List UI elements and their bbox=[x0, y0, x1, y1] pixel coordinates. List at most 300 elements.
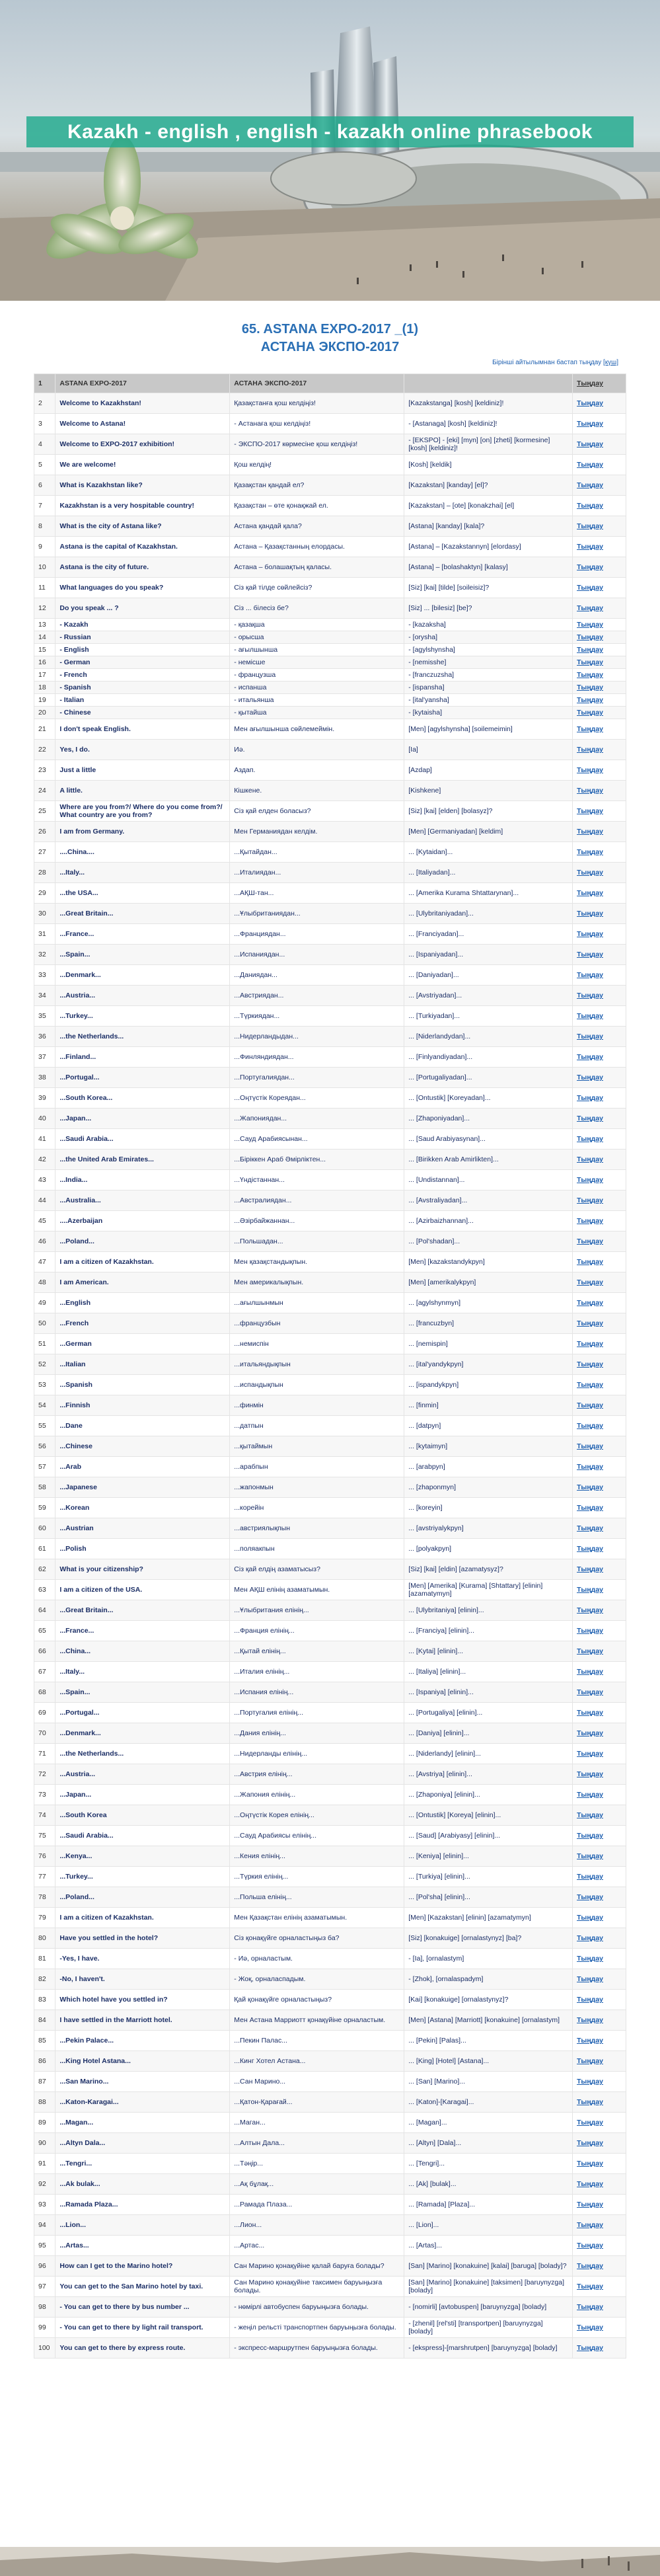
transliteration: ... [Portugaliyadan]... bbox=[404, 1068, 573, 1088]
row-number: 17 bbox=[34, 669, 55, 682]
listen-link[interactable]: Тыңдау bbox=[573, 1600, 626, 1621]
listen-link[interactable]: Тыңдау bbox=[573, 2195, 626, 2215]
listen-link[interactable]: Тыңдау bbox=[573, 2174, 626, 2195]
listen-link[interactable]: Тыңдау bbox=[573, 719, 626, 740]
transliteration: - [nomirli] [avtobuspen] [baruynyzga] [bolady] bbox=[404, 2297, 573, 2318]
listen-link[interactable]: Тыңдау bbox=[573, 1744, 626, 1764]
row-number: 72 bbox=[34, 1764, 55, 1785]
listen-link[interactable]: Тыңдау bbox=[573, 1477, 626, 1498]
row-number: 71 bbox=[34, 1744, 55, 1764]
table-row bbox=[34, 1498, 626, 1518]
listen-link[interactable]: Тыңдау bbox=[573, 1764, 626, 1785]
english-phrase: ...the Netherlands... bbox=[55, 1744, 230, 1764]
listen-link[interactable]: Тыңдау bbox=[573, 537, 626, 557]
english-phrase: What is Kazakhstan like? bbox=[55, 475, 230, 496]
listen-link[interactable]: Тыңдау bbox=[573, 393, 626, 414]
row-number: 58 bbox=[34, 1477, 55, 1498]
english-phrase: - Russian bbox=[55, 631, 230, 644]
table-row bbox=[34, 2215, 626, 2236]
transliteration: ... [Ontustik] [Koreya] [elinin]... bbox=[404, 1805, 573, 1826]
listen-link[interactable]: Тыңдау bbox=[573, 2318, 626, 2338]
english-phrase: ...Japanese bbox=[55, 1477, 230, 1498]
row-number: 2 bbox=[34, 393, 55, 414]
transliteration: - [ekspress]-[marshrutpen] [baruynyzga] [bolady] bbox=[404, 2338, 573, 2359]
transliteration: ... [Ramada] [Plaza]... bbox=[404, 2195, 573, 2215]
english-phrase: Which hotel have you settled in? bbox=[55, 1990, 230, 2010]
row-number: 26 bbox=[34, 822, 55, 842]
transliteration: - [kytaisha] bbox=[404, 707, 573, 719]
table-row bbox=[34, 822, 626, 842]
listen-link[interactable]: Тыңдау bbox=[573, 414, 626, 434]
row-number: 48 bbox=[34, 1272, 55, 1293]
listen-link[interactable]: Тыңдау bbox=[573, 1088, 626, 1109]
page-subtitle: АСТАНА ЭКСПО-2017 bbox=[260, 340, 400, 354]
listen-link[interactable]: Тыңдау bbox=[573, 1785, 626, 1805]
transliteration: ... [Saud] [Arabiyasy] [elinin]... bbox=[404, 1826, 573, 1846]
listen-link[interactable]: Тыңдау bbox=[573, 2051, 626, 2072]
listen-link[interactable]: Тыңдау bbox=[573, 1068, 626, 1088]
transliteration: [Kazakstanga] [kosh] [keldiniz]! bbox=[404, 393, 573, 414]
listen-link[interactable]: Тыңдау bbox=[573, 1416, 626, 1436]
transliteration: ... [Ispaniyadan]... bbox=[404, 945, 573, 965]
listen-link[interactable]: Тыңдау bbox=[573, 1928, 626, 1949]
transliteration: ... [Daniya] [elinin]... bbox=[404, 1723, 573, 1744]
listen-link[interactable]: Тыңдау bbox=[573, 1027, 626, 1047]
table-row bbox=[34, 2092, 626, 2113]
listen-link[interactable]: Тыңдау bbox=[573, 1170, 626, 1190]
listen-link[interactable]: Тыңдау bbox=[573, 1150, 626, 1170]
table-row bbox=[34, 1047, 626, 1068]
english-phrase: ...South Korea bbox=[55, 1805, 230, 1826]
listen-link[interactable]: Тыңдау bbox=[573, 863, 626, 883]
english-phrase: ...Great Britain... bbox=[55, 1600, 230, 1621]
kazakh-phrase: Сіз қонақүйге орналастыңыз ба? bbox=[230, 1928, 404, 1949]
transliteration: ... [ispandykpyn] bbox=[404, 1375, 573, 1395]
listen-link[interactable]: Тыңдау bbox=[573, 682, 626, 694]
listen-link[interactable]: Тыңдау bbox=[573, 1867, 626, 1887]
listen-link[interactable]: Тыңдау bbox=[573, 1252, 626, 1272]
kazakh-phrase: ...қытаймын bbox=[230, 1436, 404, 1457]
transliteration: ... [Franciyadan]... bbox=[404, 924, 573, 945]
kazakh-phrase: ...Ұлыбританиядан... bbox=[230, 904, 404, 924]
listen-link[interactable]: Тыңдау bbox=[573, 631, 626, 644]
table-row bbox=[34, 1457, 626, 1477]
table-row bbox=[34, 1703, 626, 1723]
listen-link[interactable]: Тыңдау bbox=[573, 2010, 626, 2031]
listen-link[interactable]: Тыңдау bbox=[573, 1723, 626, 1744]
listen-link[interactable]: Тыңдау bbox=[573, 1395, 626, 1416]
row-number: 66 bbox=[34, 1641, 55, 1662]
listen-link[interactable]: Тыңдау bbox=[573, 434, 626, 455]
listen-link[interactable]: Тыңдау bbox=[573, 1211, 626, 1231]
table-row bbox=[34, 1068, 626, 1088]
row-number: 23 bbox=[34, 760, 55, 781]
row-number: 19 bbox=[34, 694, 55, 707]
table-row bbox=[34, 1928, 626, 1949]
english-phrase: Welcome to EXPO-2017 exhibition! bbox=[55, 434, 230, 455]
listen-link[interactable]: Тыңдау bbox=[573, 1641, 626, 1662]
table-row bbox=[34, 682, 626, 694]
listen-link[interactable]: Тыңдау bbox=[573, 619, 626, 631]
transliteration: [San] [Marino] [konakuine] [taksimen] [baruynyzga] [bolady] bbox=[404, 2277, 573, 2297]
listen-link[interactable]: Тыңдау bbox=[573, 1354, 626, 1375]
table-row bbox=[34, 1662, 626, 1682]
listen-link[interactable]: Тыңдау bbox=[573, 707, 626, 719]
kazakh-phrase: ...Жапониядан... bbox=[230, 1109, 404, 1129]
listen-link[interactable]: Тыңдау bbox=[573, 1621, 626, 1641]
table-row bbox=[34, 656, 626, 669]
kazakh-phrase: - Иә, орналастым. bbox=[230, 1949, 404, 1969]
table-row bbox=[34, 781, 626, 801]
transliteration: [Kai] [konakuige] [ornalastynyz]? bbox=[404, 1990, 573, 2010]
english-phrase: ...Artas... bbox=[55, 2236, 230, 2256]
transliteration: [Astana] – [Kazakstannyn] [elordasy] bbox=[404, 537, 573, 557]
kazakh-phrase: Қай қонақүйге орналастыңыз? bbox=[230, 1990, 404, 2010]
listen-link[interactable]: Тыңдау bbox=[573, 2113, 626, 2133]
kazakh-phrase: ...испандықпын bbox=[230, 1375, 404, 1395]
listen-link[interactable]: Тыңдау bbox=[573, 1293, 626, 1313]
listen-link[interactable]: Тыңдау bbox=[573, 1559, 626, 1580]
kazakh-phrase: ...Франциядан... bbox=[230, 924, 404, 945]
kazakh-phrase: - қытайша bbox=[230, 707, 404, 719]
table-row bbox=[34, 1477, 626, 1498]
kazakh-phrase: Мен Қазақстан елінің азаматымын. bbox=[230, 1908, 404, 1928]
kazakh-phrase: ...датпын bbox=[230, 1416, 404, 1436]
listen-link[interactable]: Тыңдау bbox=[573, 1703, 626, 1723]
transliteration: - [Ia], [ornalastym] bbox=[404, 1949, 573, 1969]
listen-link[interactable]: Тыңдау bbox=[573, 740, 626, 760]
transliteration: ... [Avstriya] [elinin]... bbox=[404, 1764, 573, 1785]
kazakh-phrase: ...Ұлыбритания елінің... bbox=[230, 1600, 404, 1621]
listen-link[interactable]: Тыңдау bbox=[573, 1969, 626, 1990]
listen-link[interactable]: Тыңдау bbox=[573, 1190, 626, 1211]
listen-link[interactable]: Тыңдау bbox=[573, 1518, 626, 1539]
table-row bbox=[34, 2133, 626, 2154]
row-number: 94 bbox=[34, 2215, 55, 2236]
row-number: 93 bbox=[34, 2195, 55, 2215]
kazakh-phrase: ...Португалиядан... bbox=[230, 1068, 404, 1088]
listen-link[interactable]: Тыңдау bbox=[573, 578, 626, 598]
listen-link[interactable]: Тыңдау bbox=[573, 1826, 626, 1846]
table-row bbox=[34, 1006, 626, 1027]
transliteration: ... [Altyn] [Dala]... bbox=[404, 2133, 573, 2154]
kazakh-phrase: - қазақша bbox=[230, 619, 404, 631]
listen-link[interactable]: Тыңдау bbox=[573, 1662, 626, 1682]
kazakh-phrase: Сіз қай тілде сөйлейсіз? bbox=[230, 578, 404, 598]
row-number: 64 bbox=[34, 1600, 55, 1621]
table-row bbox=[34, 434, 626, 455]
english-phrase: What is your citizenship? bbox=[55, 1559, 230, 1580]
english-phrase: ...India... bbox=[55, 1170, 230, 1190]
listen-link[interactable]: Тыңдау bbox=[573, 1846, 626, 1867]
row-number: 9 bbox=[34, 537, 55, 557]
listen-link[interactable]: Тыңдау bbox=[573, 644, 626, 656]
table-row bbox=[34, 2256, 626, 2277]
transliteration: ... [Zhaponiya] [elinin]... bbox=[404, 1785, 573, 1805]
row-number: 80 bbox=[34, 1928, 55, 1949]
kazakh-phrase: Мен ағылшынша сөйлемеймін. bbox=[230, 719, 404, 740]
english-phrase: ....China.... bbox=[55, 842, 230, 863]
listen-link[interactable]: Тыңдау bbox=[573, 2154, 626, 2174]
listen-link[interactable]: Тыңдау bbox=[573, 2092, 626, 2113]
listen-link[interactable]: Тыңдау bbox=[573, 924, 626, 945]
row-number: 90 bbox=[34, 2133, 55, 2154]
row-number: 28 bbox=[34, 863, 55, 883]
english-phrase: ...South Korea... bbox=[55, 1088, 230, 1109]
table-row bbox=[34, 1682, 626, 1703]
table-row bbox=[34, 619, 626, 631]
row-number: 67 bbox=[34, 1662, 55, 1682]
listen-link[interactable]: Тыңдау bbox=[573, 945, 626, 965]
english-phrase: ...China... bbox=[55, 1641, 230, 1662]
kazakh-phrase: ...Кения елінің... bbox=[230, 1846, 404, 1867]
transliteration: [Men] [agylshynsha] [soilemeimin] bbox=[404, 719, 573, 740]
english-phrase: Do you speak ... ? bbox=[55, 598, 230, 619]
listen-all-link[interactable]: [күш] bbox=[603, 359, 618, 366]
row-number: 12 bbox=[34, 598, 55, 619]
row-number: 92 bbox=[34, 2174, 55, 2195]
listen-link[interactable]: Тыңдау bbox=[573, 2277, 626, 2297]
english-phrase: - Italian bbox=[55, 694, 230, 707]
kazakh-phrase: ...корейін bbox=[230, 1498, 404, 1518]
table-row bbox=[34, 1109, 626, 1129]
listen-link[interactable]: Тыңдау bbox=[573, 1334, 626, 1354]
site-title: Kazakh - english , english - kazakh online phrasebook bbox=[67, 120, 593, 143]
english-phrase: ...Spanish bbox=[55, 1375, 230, 1395]
transliteration: ... [polyakpyn] bbox=[404, 1539, 573, 1559]
table-row bbox=[34, 1949, 626, 1969]
transliteration: ... [Ak] [bulak]... bbox=[404, 2174, 573, 2195]
transliteration: - [orysha] bbox=[404, 631, 573, 644]
kazakh-phrase: ...Қатон-Қарағай... bbox=[230, 2092, 404, 2113]
table-row bbox=[34, 1846, 626, 1867]
listen-link[interactable]: Тыңдау bbox=[573, 1498, 626, 1518]
table-row bbox=[34, 631, 626, 644]
transliteration: [Men] [Germaniyadan] [keldim] bbox=[404, 822, 573, 842]
listen-link[interactable]: Тыңдау bbox=[573, 801, 626, 822]
kazakh-phrase: ...Австрия елінің... bbox=[230, 1764, 404, 1785]
transliteration: ... [avstriyalykpyn] bbox=[404, 1518, 573, 1539]
listen-link[interactable]: Тыңдау bbox=[573, 496, 626, 516]
kazakh-phrase: ...Үндістаннан... bbox=[230, 1170, 404, 1190]
listen-link[interactable]: Тыңдау bbox=[573, 669, 626, 682]
transliteration: ... [Finlyandiyadan]... bbox=[404, 1047, 573, 1068]
table-row bbox=[34, 2051, 626, 2072]
listen-link[interactable]: Тыңдау bbox=[573, 1436, 626, 1457]
english-phrase: What is the city of Astana like? bbox=[55, 516, 230, 537]
listen-link[interactable]: Тыңдау bbox=[573, 986, 626, 1006]
listen-link[interactable]: Тыңдау bbox=[573, 2338, 626, 2359]
table-row bbox=[34, 1375, 626, 1395]
listen-link[interactable]: Тыңдау bbox=[573, 1887, 626, 1908]
listen-link[interactable]: Тыңдау bbox=[573, 1129, 626, 1150]
english-phrase: ...Italian bbox=[55, 1354, 230, 1375]
listen-link[interactable]: Тыңдау bbox=[573, 475, 626, 496]
listen-link[interactable]: Тыңдау bbox=[573, 598, 626, 619]
transliteration: [Men] [Amerika] [Kurama] [Shtattary] [elinin] [azamatymyn] bbox=[404, 1580, 573, 1600]
row-number: 3 bbox=[34, 414, 55, 434]
english-phrase: ...Saudi Arabia... bbox=[55, 1129, 230, 1150]
row-number: 82 bbox=[34, 1969, 55, 1990]
kazakh-phrase: ...австриялықпын bbox=[230, 1518, 404, 1539]
transliteration: [Siz] ... [bilesiz] [be]? bbox=[404, 598, 573, 619]
listen-link[interactable]: Тыңдау bbox=[573, 694, 626, 707]
header-illustration bbox=[0, 0, 660, 301]
listen-link[interactable]: Тыңдау bbox=[573, 2031, 626, 2051]
listen-link[interactable]: Тыңдау bbox=[573, 2236, 626, 2256]
row-number: 83 bbox=[34, 1990, 55, 2010]
kazakh-phrase: Кішкене. bbox=[230, 781, 404, 801]
row-number: 42 bbox=[34, 1150, 55, 1170]
listen-link[interactable]: Тыңдау bbox=[573, 965, 626, 986]
listen-link[interactable]: Тыңдау bbox=[573, 1949, 626, 1969]
table-row bbox=[34, 2297, 626, 2318]
row-number: 97 bbox=[34, 2277, 55, 2297]
table-row bbox=[34, 1990, 626, 2010]
transliteration: [Men] [Kazakstan] [elinin] [azamatymyn] bbox=[404, 1908, 573, 1928]
transliteration: [Men] [kazakstandykpyn] bbox=[404, 1252, 573, 1272]
table-row bbox=[34, 598, 626, 619]
listen-all bbox=[492, 359, 618, 366]
row-number: 56 bbox=[34, 1436, 55, 1457]
row-number: 10 bbox=[34, 557, 55, 578]
table-row bbox=[34, 740, 626, 760]
listen-link[interactable]: Тыңдау bbox=[573, 1539, 626, 1559]
row-number: 35 bbox=[34, 1006, 55, 1027]
listen-link[interactable]: Тыңдау bbox=[573, 2297, 626, 2318]
kazakh-phrase: - ағылшынша bbox=[230, 644, 404, 656]
table-row bbox=[34, 496, 626, 516]
english-phrase: ...France... bbox=[55, 1621, 230, 1641]
row-number: 11 bbox=[34, 578, 55, 598]
listen-link[interactable]: Тыңдау bbox=[573, 1231, 626, 1252]
english-phrase: -Yes, I have. bbox=[55, 1949, 230, 1969]
listen-link[interactable]: Тыңдау bbox=[573, 1006, 626, 1027]
table-row bbox=[34, 1231, 626, 1252]
transliteration: ... [Zhaponiyadan]... bbox=[404, 1109, 573, 1129]
listen-link[interactable]: Тыңдау bbox=[573, 822, 626, 842]
listen-link[interactable]: Тыңдау bbox=[573, 842, 626, 863]
table-row bbox=[34, 1518, 626, 1539]
english-phrase: ...France... bbox=[55, 924, 230, 945]
row-number: 40 bbox=[34, 1109, 55, 1129]
english-phrase: - You can get to there by light rail transport. bbox=[55, 2318, 230, 2338]
kazakh-phrase: ...жапонмын bbox=[230, 1477, 404, 1498]
listen-link[interactable]: Тыңдау bbox=[573, 2256, 626, 2277]
row-number: 89 bbox=[34, 2113, 55, 2133]
listen-link[interactable]: Тыңдау bbox=[573, 2072, 626, 2092]
column-header: АСТАНА ЭКСПО-2017 bbox=[230, 374, 404, 393]
english-phrase: ...Arab bbox=[55, 1457, 230, 1477]
kazakh-phrase: ...Маган... bbox=[230, 2113, 404, 2133]
kazakh-phrase: ...Испаниядан... bbox=[230, 945, 404, 965]
listen-link[interactable]: Тыңдау bbox=[573, 1375, 626, 1395]
listen-link[interactable]: Тыңдау bbox=[573, 656, 626, 669]
table-row bbox=[34, 694, 626, 707]
kazakh-phrase: Астана – болашақтың қаласы. bbox=[230, 557, 404, 578]
table-row bbox=[34, 1621, 626, 1641]
kazakh-phrase: Сан Марино қонақүйіне таксимен баруыңызға болады. bbox=[230, 2277, 404, 2297]
listen-link[interactable]: Тыңдау bbox=[573, 1272, 626, 1293]
listen-link[interactable]: Тыңдау bbox=[573, 1908, 626, 1928]
transliteration: ... [Ontustik] [Koreyadan]... bbox=[404, 1088, 573, 1109]
listen-link[interactable]: Тыңдау bbox=[573, 1047, 626, 1068]
listen-link[interactable]: Тыңдау bbox=[573, 516, 626, 537]
row-number: 33 bbox=[34, 965, 55, 986]
english-phrase: - English bbox=[55, 644, 230, 656]
row-number: 8 bbox=[34, 516, 55, 537]
kazakh-phrase: Қазақстанға қош келдіңіз! bbox=[230, 393, 404, 414]
english-phrase: ...Portugal... bbox=[55, 1068, 230, 1088]
kazakh-phrase: ...Түркия елінің... bbox=[230, 1867, 404, 1887]
transliteration: ... [Ispaniya] [elinin]... bbox=[404, 1682, 573, 1703]
kazakh-phrase: ...финмін bbox=[230, 1395, 404, 1416]
english-phrase: What languages do you speak? bbox=[55, 578, 230, 598]
listen-link[interactable]: Тыңдау bbox=[573, 1457, 626, 1477]
kazakh-phrase: ...Лион... bbox=[230, 2215, 404, 2236]
transliteration: ... [Kytai] [elinin]... bbox=[404, 1641, 573, 1662]
listen-link[interactable]: Тыңдау bbox=[573, 455, 626, 475]
listen-link[interactable]: Тыңдау bbox=[573, 374, 626, 393]
listen-link[interactable]: Тыңдау bbox=[573, 1805, 626, 1826]
listen-link[interactable]: Тыңдау bbox=[573, 1990, 626, 2010]
row-number: 60 bbox=[34, 1518, 55, 1539]
transliteration: ... [Ulybritaniya] [elinin]... bbox=[404, 1600, 573, 1621]
kazakh-phrase: - немісше bbox=[230, 656, 404, 669]
english-phrase: Have you settled in the hotel? bbox=[55, 1928, 230, 1949]
listen-link[interactable]: Тыңдау bbox=[573, 760, 626, 781]
row-number: 86 bbox=[34, 2051, 55, 2072]
english-phrase: You can get to the San Marino hotel by taxi. bbox=[55, 2277, 230, 2297]
transliteration: [Siz] [konakuige] [ornalastynyz] [ba]? bbox=[404, 1928, 573, 1949]
table-row bbox=[34, 2195, 626, 2215]
kazakh-phrase: Қош келдің! bbox=[230, 455, 404, 475]
listen-link[interactable]: Тыңдау bbox=[573, 2215, 626, 2236]
transliteration: [Ia] bbox=[404, 740, 573, 760]
transliteration: ... [Avstraliyadan]... bbox=[404, 1190, 573, 1211]
listen-link[interactable]: Тыңдау bbox=[573, 1682, 626, 1703]
kazakh-phrase: ...Түркиядан... bbox=[230, 1006, 404, 1027]
listen-link[interactable]: Тыңдау bbox=[573, 781, 626, 801]
transliteration: - [Zhok], [ornalaspadym] bbox=[404, 1969, 573, 1990]
row-number: 29 bbox=[34, 883, 55, 904]
transliteration: ... [Italiyadan]... bbox=[404, 863, 573, 883]
kazakh-phrase: ...французбын bbox=[230, 1313, 404, 1334]
listen-link[interactable]: Тыңдау bbox=[573, 1580, 626, 1600]
row-number: 77 bbox=[34, 1867, 55, 1887]
table-row bbox=[34, 1129, 626, 1150]
row-number: 54 bbox=[34, 1395, 55, 1416]
english-phrase: ...Tengri... bbox=[55, 2154, 230, 2174]
listen-link[interactable]: Тыңдау bbox=[573, 557, 626, 578]
listen-link[interactable]: Тыңдау bbox=[573, 904, 626, 924]
english-phrase: Yes, I do. bbox=[55, 740, 230, 760]
listen-link[interactable]: Тыңдау bbox=[573, 2133, 626, 2154]
english-phrase: ...Great Britain... bbox=[55, 904, 230, 924]
english-phrase: Astana is the capital of Kazakhstan. bbox=[55, 537, 230, 557]
table-row bbox=[34, 1354, 626, 1375]
table-row bbox=[34, 2338, 626, 2359]
table-row bbox=[34, 1027, 626, 1047]
listen-link[interactable]: Тыңдау bbox=[573, 883, 626, 904]
listen-link[interactable]: Тыңдау bbox=[573, 1109, 626, 1129]
kazakh-phrase: - испанша bbox=[230, 682, 404, 694]
table-row bbox=[34, 1969, 626, 1990]
listen-link[interactable]: Тыңдау bbox=[573, 1313, 626, 1334]
transliteration: ... [Lion]... bbox=[404, 2215, 573, 2236]
english-phrase: ...Denmark... bbox=[55, 1723, 230, 1744]
kazakh-phrase: ...Алтын Дала... bbox=[230, 2133, 404, 2154]
